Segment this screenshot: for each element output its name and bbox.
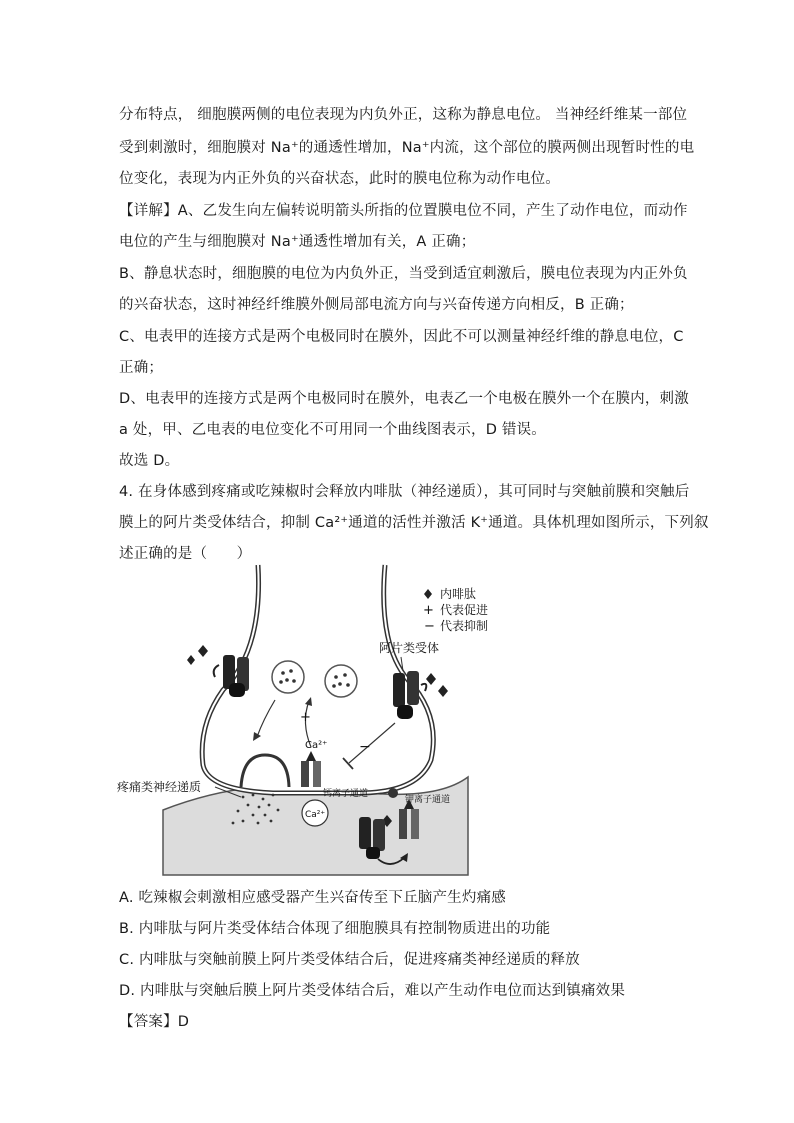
ca-ion-circle-label: Ca²⁺ xyxy=(305,810,326,820)
text-line-11: a 处，甲、乙电表的电位变化不可用同一个曲线图表示，D 错误。 xyxy=(119,422,546,438)
option-d: D. 内啡肽与突触后膜上阿片类受体结合后，难以产生动作电位而达到镇痛效果 xyxy=(119,983,626,999)
synaptic-vesicle xyxy=(272,661,304,693)
question-stem-2: 膜上的阿片类受体结合，抑制 Ca²⁺通道的活性并激活 K⁺通道。具体机理如图所示，下列叙 xyxy=(119,515,709,531)
ca-ion-label: Ca²⁺ xyxy=(305,740,328,751)
legend-endorphin: 内啡肽 xyxy=(440,587,477,601)
question-stem-1: 4. 在身体感到疼痛或吃辣椒时会释放内啡肽（神经递质），其可同时与突触前膜和突触后 xyxy=(119,484,690,500)
text-line-7: 的兴奋状态，这时神经纤维膜外侧局部电流方向与兴奋传递方向相反，B 正确； xyxy=(119,297,634,313)
text-line-10: D、电表甲的连接方式是两个电极同时在膜外，电表乙一个电极在膜外一个在膜内，刺激 xyxy=(119,391,689,407)
legend-promote: 代表促进 xyxy=(440,603,489,617)
svg-text:+: + xyxy=(423,603,434,618)
option-c: C. 内啡肽与突触前膜上阿片类受体结合后，促进疼痛类神经递质的释放 xyxy=(119,952,580,968)
text-line-5: 电位的产生与细胞膜对 Na⁺通透性增加有关，A 正确； xyxy=(119,234,476,250)
text-line-4: 【详解】A、乙发生向左偏转说明箭头所指的位置膜电位不同，产生了动作电位，而动作 xyxy=(119,203,688,219)
text-line-12: 故选 D。 xyxy=(119,453,180,469)
legend-inhibit: 代表抑制 xyxy=(440,619,489,633)
potassium-channel-label: 钾离子通道 xyxy=(405,795,451,805)
inhibit-sign: − xyxy=(359,739,371,755)
calcium-channel-label: 钙离子通道 xyxy=(323,789,369,799)
option-b: B. 内啡肽与阿片类受体结合体现了细胞膜具有控制物质进出的功能 xyxy=(119,921,551,937)
text-line-8: C、电表甲的连接方式是两个电极同时在膜外，因此不可以测量神经纤维的静息电位，C xyxy=(119,329,684,345)
opioid-receptor-left xyxy=(214,655,249,697)
text-line-6: B、静息状态时，细胞膜的电位为内负外正，当受到适宜刺激后，膜电位表现为内正外负 xyxy=(119,266,688,282)
svg-text:−: − xyxy=(424,619,435,634)
text-line-3: 位变化，表现为内正外负的兴奋状态，此时的膜电位称为动作电位。 xyxy=(119,171,560,187)
synapse-diagram xyxy=(117,565,523,875)
text-line-2: 受到刺激时，细胞膜对 Na⁺的通透性增加，Na⁺内流，这个部位的膜两侧出现暂时性的电 xyxy=(119,140,695,156)
text-line-1: 分布特点， 细胞膜两侧的电位表现为内负外正，这称为静息电位。 当神经纤维某一部位 xyxy=(119,107,688,123)
answer: 【答案】D xyxy=(119,1014,190,1030)
synaptic-vesicle xyxy=(325,665,357,697)
question-stem-3: 述正确的是（ ） xyxy=(119,546,252,562)
opioid-receptor-label: 阿片类受体 xyxy=(379,641,440,655)
promote-sign: + xyxy=(300,710,311,725)
option-a: A. 吃辣椒会刺激相应感受器产生兴奋传至下丘脑产生灼痛感 xyxy=(119,890,506,906)
text-line-9: 正确； xyxy=(119,360,164,376)
pain-transmitter-label: 疼痛类神经递质 xyxy=(117,780,202,794)
